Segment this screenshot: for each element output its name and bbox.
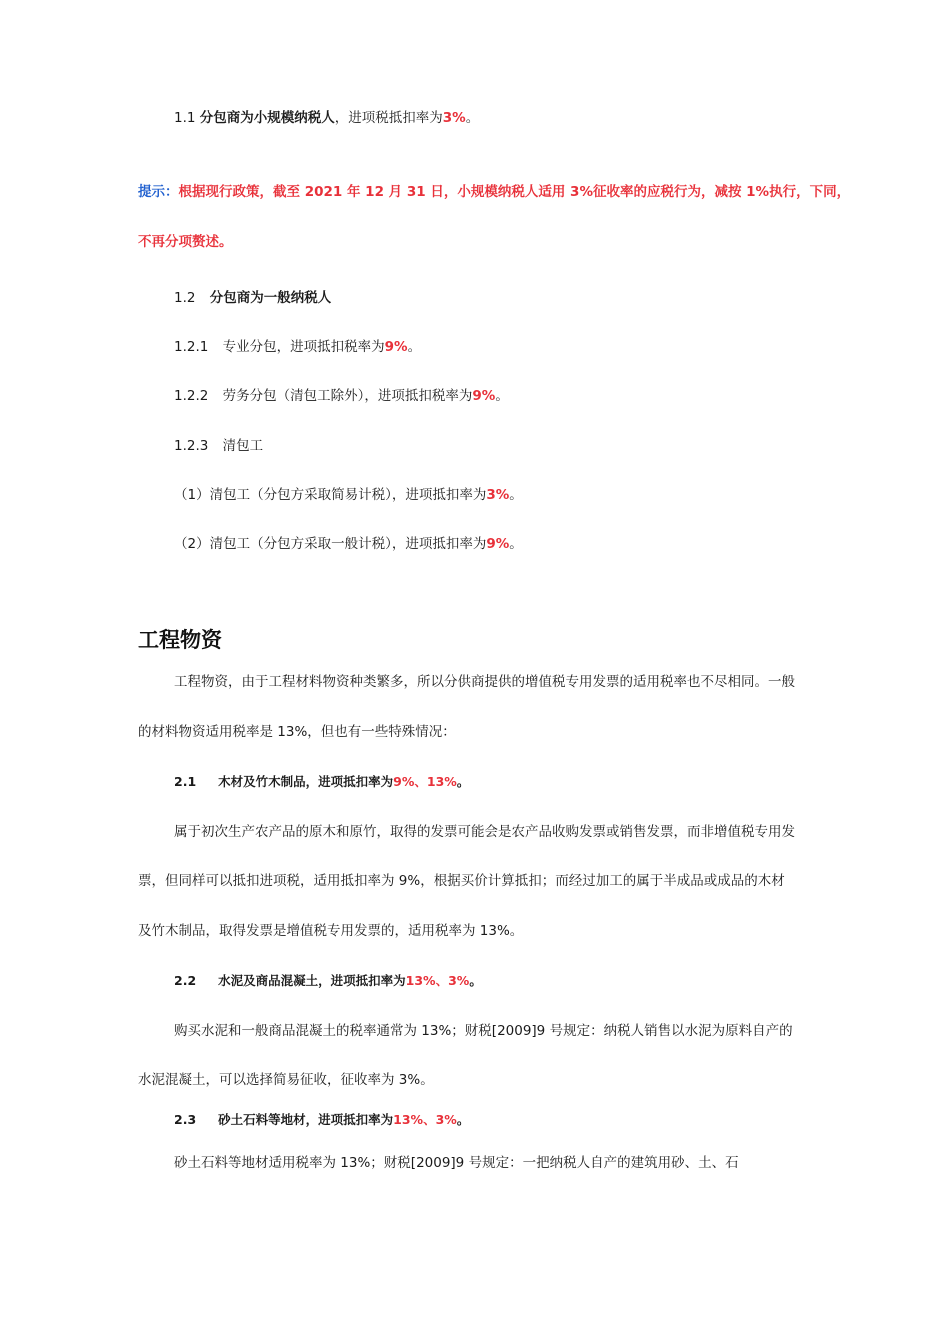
section-title: 砂土石料等地材，进项抵扣率为 bbox=[218, 1112, 394, 1127]
section-number: 2.3 bbox=[174, 1112, 197, 1127]
paragraph-2-1-line-1: 属于初次生产农产品的原木和原竹，取得的发票可能会是农产品收购发票或销售发票，而非增值税专用发 bbox=[174, 824, 795, 840]
rate-value: 9% bbox=[486, 536, 510, 552]
rate-value: 9% bbox=[472, 388, 496, 404]
section-number: 1.2.3 bbox=[174, 438, 209, 454]
rate-value: 13%、3% bbox=[393, 1112, 457, 1127]
rate-value: 9% bbox=[384, 339, 408, 355]
section-text: ，进项税抵扣率为 bbox=[334, 110, 443, 126]
section-title: 分包商为一般纳税人 bbox=[209, 290, 332, 306]
rate-value: 13%、3% bbox=[405, 973, 470, 988]
tip-line-2 bbox=[138, 232, 233, 252]
rate-value: 3% bbox=[486, 487, 510, 503]
section-end: 。 bbox=[456, 774, 470, 789]
section-2-1 bbox=[174, 772, 469, 792]
tip-label: 提示： bbox=[138, 184, 179, 200]
section-title: 木材及竹木制品，进项抵扣率为 bbox=[218, 774, 394, 789]
intro-line-2: 的材料物资适用税率是 13%，但也有一些特殊情况： bbox=[138, 724, 456, 740]
section-end: 。 bbox=[495, 388, 509, 404]
section-number: 1.1 bbox=[174, 110, 196, 126]
section-1-1 bbox=[174, 108, 479, 128]
item-end: 。 bbox=[509, 536, 523, 552]
list-item-1 bbox=[174, 485, 523, 505]
section-1-2-3 bbox=[174, 436, 263, 456]
section-title: 水泥及商品混凝土，进项抵扣率为 bbox=[218, 973, 406, 988]
section-text: 劳务分包（清包工除外），进项抵扣税率为 bbox=[222, 388, 473, 404]
paragraph-2-1-line-3: 及竹木制品，取得发票是增值税专用发票的，适用税率为 13%。 bbox=[138, 923, 524, 939]
section-end: 。 bbox=[465, 110, 480, 126]
section-end: 。 bbox=[407, 339, 422, 355]
section-2-2 bbox=[174, 971, 482, 991]
rate-value: 3% bbox=[442, 110, 466, 126]
item-text: （2）清包工（分包方采取一般计税），进项抵扣率为 bbox=[174, 536, 487, 552]
paragraph-2-2-line-2: 水泥混凝土，可以选择简易征收，征收率为 3%。 bbox=[138, 1072, 434, 1088]
section-heading: 工程物资 bbox=[138, 628, 222, 652]
section-number: 2.2 bbox=[174, 973, 197, 988]
section-1-2-2 bbox=[174, 386, 509, 406]
paragraph-2-3-line-1: 砂土石料等地材适用税率为 13%；财税[2009]9 号规定：一把纳税人自产的建筑用砂、土、石 bbox=[174, 1155, 739, 1171]
section-title: 分包商为小规模纳税人 bbox=[199, 110, 335, 126]
rate-value: 9%、13% bbox=[393, 774, 457, 789]
section-text: 专业分包，进项抵扣税率为 bbox=[222, 339, 385, 355]
section-number: 2.1 bbox=[174, 774, 197, 789]
item-end: 。 bbox=[509, 487, 523, 503]
section-1-2 bbox=[174, 288, 331, 308]
section-1-2-1 bbox=[174, 337, 421, 357]
section-text: 清包工 bbox=[222, 438, 264, 454]
section-number: 1.2.2 bbox=[174, 388, 209, 404]
tip-text: 根据现行政策，截至 2021 年 12 月 31 日，小规模纳税人适用 3%征收率的应税行为，减按 1%执行，下同， bbox=[178, 184, 851, 200]
tip-line-1 bbox=[138, 182, 850, 202]
section-2-3 bbox=[174, 1110, 469, 1130]
section-end: 。 bbox=[469, 973, 482, 988]
item-text: （1）清包工（分包方采取简易计税），进项抵扣率为 bbox=[174, 487, 487, 503]
section-number: 1.2.1 bbox=[174, 339, 209, 355]
section-end: 。 bbox=[456, 1112, 470, 1127]
section-number: 1.2 bbox=[174, 290, 196, 306]
intro-line-1: 工程物资，由于工程材料物资种类繁多，所以分供商提供的增值税专用发票的适用税率也不尽相同。一般 bbox=[174, 674, 795, 690]
paragraph-2-1-line-2: 票，但同样可以抵扣进项税，适用抵扣率为 9%，根据买价计算抵扣；而经过加工的属于半成品或成品的木材 bbox=[138, 873, 785, 889]
list-item-2 bbox=[174, 534, 523, 554]
tip-text: 不再分项赘述。 bbox=[138, 234, 233, 250]
paragraph-2-2-line-1: 购买水泥和一般商品混凝土的税率通常为 13%；财税[2009]9 号规定：纳税人销售以水泥为原料自产的 bbox=[174, 1023, 793, 1039]
